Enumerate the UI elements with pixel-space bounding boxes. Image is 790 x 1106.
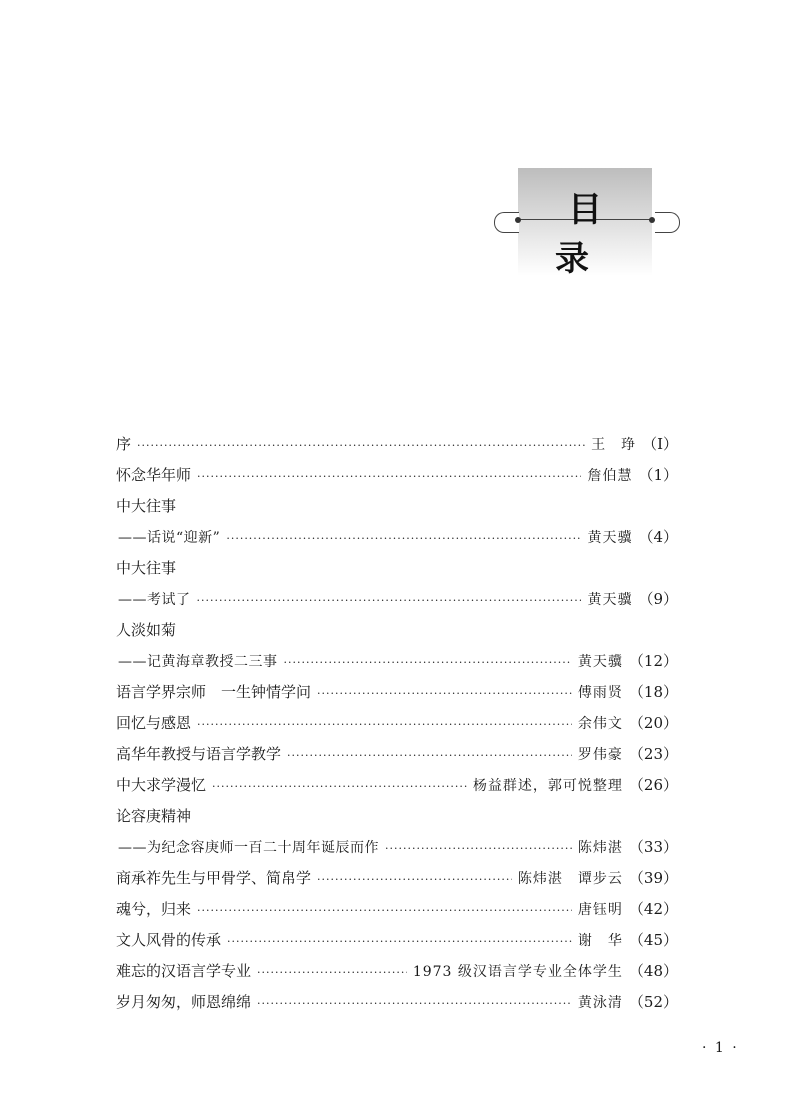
- toc-entry-page: （23）: [628, 745, 678, 763]
- toc-entry-title: 文人风骨的传承: [116, 931, 222, 949]
- toc-entry-page: （1）: [638, 466, 678, 484]
- toc-entry-page: （18）: [628, 683, 678, 701]
- toc-entry[interactable]: [116, 894, 678, 925]
- toc-entry-author: 詹伯慧: [587, 468, 633, 484]
- toc-entry[interactable]: [116, 739, 678, 770]
- toc-entry[interactable]: [116, 677, 678, 708]
- dot-leader: [287, 740, 572, 771]
- toc-entry-author: 罗伟豪: [577, 747, 623, 763]
- toc-entry-title: ——考试了: [118, 592, 191, 608]
- toc-entry[interactable]: [116, 584, 678, 615]
- toc-entry-title: 魂兮，归来: [116, 900, 192, 918]
- dot-leader: [197, 461, 581, 492]
- dot-leader: [317, 678, 572, 709]
- toc-entry-author: 谢 华: [577, 933, 623, 949]
- toc-entry-page: （52）: [628, 993, 678, 1011]
- toc-entry-page: （4）: [638, 528, 678, 546]
- toc-entry-title: ——话说“迎新”: [118, 530, 221, 546]
- dot-leader: [212, 771, 467, 802]
- dot-leader: [197, 895, 572, 926]
- toc-entry-page: （45）: [628, 931, 678, 949]
- toc-entry-title: 高华年教授与语言学教学: [116, 745, 282, 763]
- table-of-contents: [116, 429, 678, 1018]
- toc-entry-page: （42）: [628, 900, 678, 918]
- toc-entry[interactable]: [116, 491, 678, 522]
- toc-entry[interactable]: [116, 708, 678, 739]
- dot-leader: [227, 926, 572, 957]
- dot-leader: [317, 864, 512, 895]
- toc-entry-author: 陈炜湛: [577, 840, 623, 856]
- page-title: 目 录: [555, 190, 628, 279]
- toc-entry-author: 黄天骥: [587, 592, 633, 608]
- toc-entry[interactable]: [116, 801, 678, 832]
- toc-entry-author: 黄天骥: [587, 530, 633, 546]
- toc-entry-title: 中大往事: [116, 559, 177, 577]
- dot-leader: [197, 585, 582, 616]
- toc-entry-author: 傅雨贤: [577, 685, 623, 701]
- toc-entry[interactable]: [116, 522, 678, 553]
- toc-entry-title: 难忘的汉语言学专业: [116, 962, 252, 980]
- toc-entry-title: 商承祚先生与甲骨学、简帛学: [116, 869, 312, 887]
- toc-entry[interactable]: [116, 925, 678, 956]
- toc-entry-title: ——记黄海章教授二三事: [118, 654, 278, 670]
- toc-entry[interactable]: [116, 646, 678, 677]
- page-number: · 1 ·: [702, 1040, 739, 1056]
- toc-entry-page: （Ⅰ）: [642, 435, 678, 453]
- toc-entry-title: 岁月匆匆，师恩绵绵: [116, 993, 252, 1011]
- toc-entry[interactable]: [116, 460, 678, 491]
- toc-entry-page: （12）: [628, 652, 678, 670]
- toc-entry[interactable]: [116, 863, 678, 894]
- toc-entry-title: 论容庚精神: [116, 807, 192, 825]
- toc-header: [494, 168, 680, 278]
- header-right-bracket: [655, 212, 680, 233]
- toc-entry-author: 余伟文: [577, 716, 623, 732]
- toc-entry-author: 黄天骥: [577, 654, 623, 670]
- toc-entry[interactable]: [116, 553, 678, 584]
- toc-entry[interactable]: [116, 832, 678, 863]
- toc-entry-title: 回忆与感恩: [116, 714, 192, 732]
- toc-entry-title: 怀念华年师: [116, 466, 192, 484]
- toc-entry[interactable]: [116, 956, 678, 987]
- toc-entry-author: 黄泳清: [577, 995, 623, 1011]
- toc-entry-author: 杨益群述，郭可悦整理: [472, 778, 623, 794]
- toc-entry-title: 中大求学漫忆: [116, 776, 207, 794]
- toc-entry-title: 人淡如菊: [116, 621, 177, 639]
- toc-entry[interactable]: [116, 987, 678, 1018]
- dot-leader: [137, 430, 585, 461]
- toc-entry-page: （20）: [628, 714, 678, 732]
- dot-leader: [226, 523, 581, 554]
- toc-entry-title: 序: [116, 435, 132, 453]
- dot-leader: [197, 709, 572, 740]
- toc-entry-page: （9）: [638, 590, 678, 608]
- toc-entry-page: （39）: [628, 869, 678, 887]
- dot-leader: [385, 833, 572, 864]
- toc-entry-page: （26）: [628, 776, 678, 794]
- toc-entry-author: 1973 级汉语言学专业全体学生: [412, 964, 623, 980]
- toc-entry-author: 王 琤: [591, 437, 637, 453]
- toc-entry-title: ——为纪念容庚师一百二十周年诞辰而作: [118, 840, 379, 856]
- toc-entry[interactable]: [116, 770, 678, 801]
- toc-entry-author: 唐钰明: [577, 902, 623, 918]
- dot-leader: [257, 988, 572, 1019]
- toc-entry-page: （33）: [628, 838, 678, 856]
- toc-entry-author: 陈炜湛 谭步云: [517, 871, 623, 887]
- dot-leader: [284, 647, 572, 678]
- dot-leader: [257, 957, 407, 988]
- toc-entry-page: （48）: [628, 962, 678, 980]
- toc-entry-title: 中大往事: [116, 497, 177, 515]
- toc-entry[interactable]: [116, 429, 678, 460]
- header-left-bracket: [494, 212, 519, 233]
- toc-entry[interactable]: [116, 615, 678, 646]
- toc-entry-title: 语言学界宗师 一生钟情学问: [116, 683, 312, 701]
